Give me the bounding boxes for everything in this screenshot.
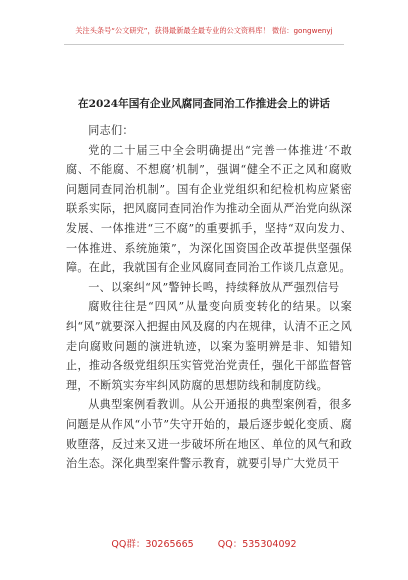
footer-contact <box>0 536 408 550</box>
section-heading: 一、以案纠“风”警钟长鸣，持续释放从严强烈信号 <box>88 280 340 294</box>
salutation: 同志们： <box>88 124 134 137</box>
document-body <box>66 112 352 474</box>
document-title: 在2024年国有企业风腐同查同治工作推进会上的讲话 <box>78 98 330 110</box>
paragraph-intro: 党的二十届三中全会明确提出“完善一体推进‘不敢腐、不能腐、不想腐’机制”，强调“健全不正之风和腐败问题同查同治机制”。国有企业党组织和纪检机构应紧密联系实际，把风腐同查同治作为推动全面从严治党向纵深发展、一体推进“三不腐”的重要抓手，坚持“双向发力、一体推进、系统施策”，为深化国资国企改革提供坚强保障。在此，我就国有企业风腐同查同治工作谈几点意见。 <box>66 143 352 275</box>
paragraph-section-1: 腐败往往是“四风”从量变向质变转化的结果。以案纠“风”就要深入把握由风及腐的内在规律，认清不正之风走向腐败问题的演进轨迹，以案为鉴明辨是非、知错知止，推动各级党组织压实管党治党责任，强化干部监督管理，不断筑实夯牢纠风防腐的思想防线和制度防线。 <box>66 300 352 392</box>
header-banner: 关注头条号“公文研究”，获得最新最全最专业的公文资料库！ 微信：gongwenyj <box>75 26 333 35</box>
footer-qq: QQ：535304092 <box>217 539 297 550</box>
paragraph-case-lessons: 从典型案例看教训。从公开通报的典型案例看，很多问题是从作风“小节”失守开始的，最后逐步蜕化变质、腐败堕落，反过来又进一步破坏所在地区、单位的风气和政治生态。深化典型案件警示教育，就要引导广大党员干 <box>66 398 352 471</box>
header-divider <box>64 44 344 45</box>
footer-qq-group: QQ群：30265665 <box>111 539 194 550</box>
